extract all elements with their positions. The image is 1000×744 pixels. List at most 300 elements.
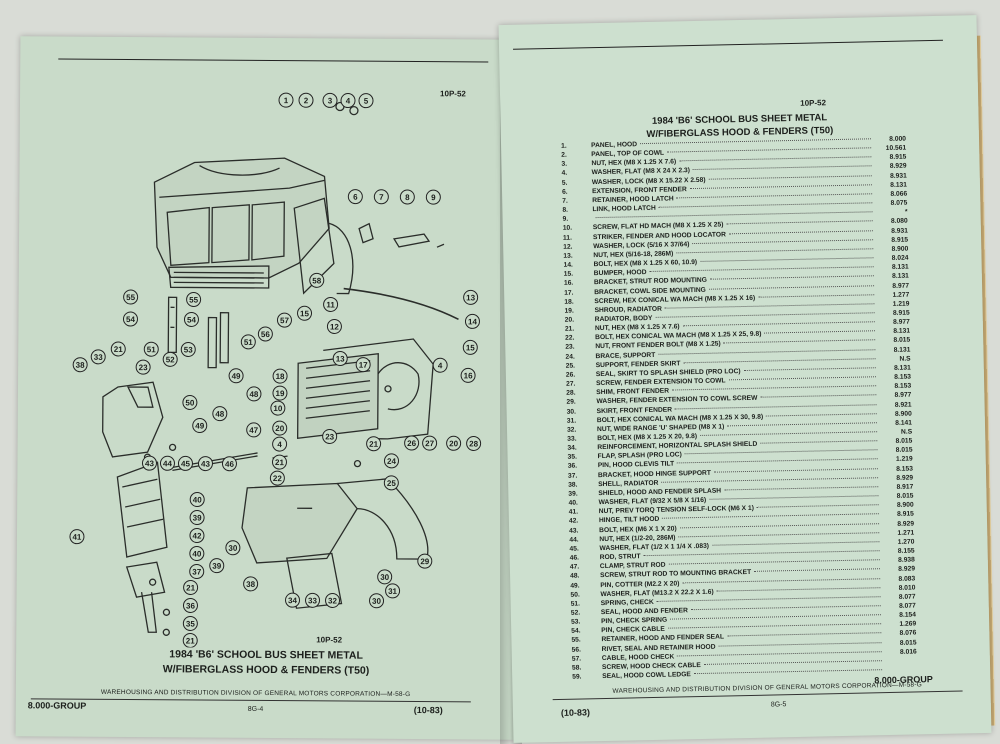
group-number: 8.900: [891, 245, 909, 253]
callout-33: [91, 350, 105, 364]
leader-dots: [760, 440, 877, 443]
part-number: 38.: [568, 481, 578, 489]
callout-30: [226, 541, 240, 555]
group-number: 10.561: [885, 144, 907, 153]
svg-text:20: 20: [449, 439, 459, 449]
part-number: 31.: [566, 417, 577, 425]
part-number: 21.: [564, 325, 575, 333]
callout-41: [70, 530, 84, 544]
part-description: SCREW, FENDER EXTENSION TO COWL: [595, 377, 726, 388]
leader-dots: [679, 157, 871, 162]
callout-3: [323, 93, 337, 107]
callout-38b: [244, 577, 258, 591]
part-description: NUT, PREV TORQ TENSION SELF-LOCK (M6 X 1): [598, 505, 754, 516]
part-description: REINFORCEMENT, HORIZONTAL SPLASH SHIELD: [597, 440, 758, 452]
part-description: SEAL, SKIRT TO SPLASH SHIELD (PRO LOC): [595, 367, 741, 379]
leader-dots: [672, 385, 876, 390]
left-page: [16, 36, 519, 739]
callout-13b: [333, 351, 347, 365]
group-number: 8.015: [899, 639, 917, 647]
callout-5: [359, 94, 373, 108]
part-description: BOLT, HEX CONICAL WA MACH (M8 X 1.25 X 30, 9.8): [596, 413, 764, 424]
group-number: 8.131: [893, 327, 911, 336]
callout-21b: [367, 437, 381, 451]
part-description: BOLT, HEX (M8 X 1.25 X 60, 10.9): [593, 259, 698, 269]
group-number: 8.931: [889, 172, 907, 180]
callout-18: [273, 369, 287, 383]
leader-dots: [714, 468, 878, 472]
group-number: 8.977: [893, 318, 910, 327]
part-number: 16.: [563, 279, 574, 288]
svg-text:9: 9: [431, 193, 436, 203]
callout-35: [183, 616, 197, 630]
group-number: 8.915: [897, 510, 914, 519]
part-description: WASHER, FLAT (1/2 X 1 1/4 X .083): [599, 542, 710, 552]
svg-text:29: 29: [420, 557, 430, 567]
leader-dots: [719, 642, 882, 646]
part-number: 45.: [569, 545, 579, 553]
group-number: 8.016: [899, 648, 917, 656]
part-number: 17.: [564, 289, 574, 297]
svg-text:21: 21: [369, 439, 379, 449]
svg-text:38: 38: [246, 579, 256, 589]
group-number: 8.900: [896, 501, 914, 510]
part-description: PANEL, TOP OF COWL: [591, 149, 665, 159]
part-description: PANEL, HOOD: [591, 141, 638, 150]
leader-dots: [727, 633, 881, 637]
svg-text:19: 19: [275, 389, 285, 399]
svg-text:4: 4: [437, 361, 443, 371]
group-number: 8.929: [889, 163, 907, 171]
leader-dots: [709, 495, 878, 500]
part-number: 51.: [570, 600, 581, 608]
callout-39: [190, 510, 204, 524]
part-number: 53.: [570, 618, 581, 626]
svg-text:32: 32: [328, 596, 337, 606]
leader-dots: [700, 257, 873, 262]
callout-28: [467, 436, 481, 450]
svg-text:28: 28: [469, 439, 479, 449]
part-number: 6.: [561, 188, 568, 196]
group-number: 8.077: [898, 593, 916, 601]
group-number: 1.219: [892, 300, 910, 308]
callout-17: [356, 358, 370, 372]
group-number: N.S: [900, 428, 913, 436]
svg-text:52: 52: [165, 355, 175, 365]
part-number: 39.: [568, 490, 578, 498]
part-number: 15.: [563, 270, 574, 278]
svg-text:2: 2: [303, 96, 309, 106]
svg-text:37: 37: [192, 567, 202, 577]
exploded-parts-diagram: [56, 87, 500, 650]
group-number: 8.015: [895, 446, 913, 455]
svg-text:15: 15: [465, 343, 475, 353]
leader-dots: [677, 459, 878, 464]
callout-33b: [305, 593, 319, 607]
part-description: SEAL, HOOD COWL LEDGE: [602, 671, 691, 681]
svg-text:30: 30: [228, 543, 238, 553]
leader-dots: [766, 413, 877, 416]
part-description: PIN, COTTER (M2.2 X 20): [600, 579, 680, 589]
callout-19: [273, 386, 287, 400]
part-description: SHROUD, RADIATOR: [594, 305, 662, 314]
revision-date: (10-83): [560, 707, 591, 718]
part-number: 23.: [565, 343, 575, 352]
callout-46: [222, 457, 236, 471]
group-number: 8.077: [898, 602, 916, 610]
part-number: 36.: [567, 463, 578, 471]
leader-dots: [694, 669, 882, 674]
part-number: 20.: [564, 316, 575, 324]
part-description: SCREW, STRUT ROD TO MOUNTING BRACKET: [600, 569, 752, 580]
svg-text:30: 30: [380, 572, 390, 582]
group-number: 1.271: [897, 529, 915, 537]
callout-27: [423, 436, 437, 450]
leader-dots: [710, 276, 874, 280]
leader-dots: [726, 221, 872, 225]
svg-text:40: 40: [192, 549, 202, 559]
footer-rule: [31, 698, 471, 702]
leader-dots: [760, 395, 876, 398]
part-number: 56.: [571, 646, 582, 654]
part-number: 47.: [569, 563, 580, 571]
part-description: SCREW, HEX CONICAL WA MACH (M8 X 1.25 X 16): [594, 294, 756, 305]
top-rule: [58, 59, 488, 63]
callout-47: [247, 423, 261, 437]
group-number: 8.938: [898, 556, 915, 565]
part-number: 22.: [565, 334, 575, 343]
caption-line-1: 1984 'B6' SCHOOL BUS SHEET METAL: [169, 648, 364, 662]
svg-text:54: 54: [125, 315, 135, 325]
svg-text:40: 40: [192, 495, 202, 505]
svg-text:12: 12: [329, 322, 339, 332]
part-number: 49.: [570, 582, 580, 590]
leader-dots: [709, 175, 872, 179]
callout-21c: [272, 455, 286, 469]
leader-dots: [744, 367, 876, 371]
svg-text:49: 49: [231, 371, 241, 381]
svg-text:54: 54: [186, 315, 196, 325]
part-number: 7.: [562, 197, 568, 205]
part-description: BRACE, SUPPORT: [595, 351, 656, 360]
svg-text:6: 6: [353, 192, 358, 202]
callout-29: [418, 554, 432, 568]
group-number: [885, 662, 917, 663]
callout-54b: [184, 312, 198, 326]
part-description: SCREW, FLAT HD MACH (M8 X 1.25 X 25): [592, 221, 724, 232]
part-description: BRACKET, HOOD HINGE SUPPORT: [597, 469, 711, 479]
group-number: 8.076: [899, 629, 917, 638]
svg-text:33: 33: [308, 596, 317, 606]
svg-text:42: 42: [192, 531, 202, 541]
callout-48: [247, 387, 261, 401]
folio: 8G-5: [770, 701, 787, 709]
callout-10: [271, 401, 285, 415]
callout-40: [190, 492, 204, 506]
leader-dots: [659, 202, 873, 207]
part-number: 33.: [567, 435, 577, 443]
svg-text:43: 43: [200, 459, 210, 469]
callout-49b: [193, 418, 207, 432]
callout-54: [123, 312, 137, 326]
leader-dots: [691, 605, 881, 610]
group-number: 8.915: [889, 153, 907, 162]
svg-text:21: 21: [185, 636, 195, 646]
title-line-2: W/FIBERGLASS HOOD & FENDERS (T50): [646, 125, 834, 141]
part-number: 9.: [562, 215, 569, 224]
part-description: SKIRT, FRONT FENDER: [596, 406, 673, 415]
callout-58: [310, 273, 324, 287]
leader-dots: [754, 569, 880, 573]
svg-text:13: 13: [335, 354, 345, 364]
callout-23: [136, 360, 150, 374]
svg-text:13: 13: [466, 293, 476, 303]
group-number: 8.977: [894, 391, 912, 400]
group-number: 8.131: [893, 364, 911, 372]
callout-22: [270, 471, 284, 485]
leader-dots: [676, 248, 873, 253]
leader-dots: [675, 404, 877, 409]
svg-text:24: 24: [387, 456, 396, 466]
part-number: 34.: [567, 444, 577, 452]
part-description: WASHER, FLAT (M13.2 X 22.2 X 1.6): [600, 588, 714, 598]
part-description: SUPPORT, FENDER SKIRT: [595, 360, 681, 369]
part-number: 12.: [563, 243, 573, 251]
part-description: ROD, STRUT: [599, 553, 641, 562]
part-number: 29.: [566, 398, 576, 407]
leader-dots: [729, 376, 876, 380]
callout-4: [341, 94, 355, 108]
part-number: 25.: [565, 362, 576, 370]
leader-dots: [690, 184, 872, 189]
part-number: 54.: [571, 627, 581, 635]
callout-51b: [241, 335, 255, 349]
group-number: N.S: [899, 355, 911, 363]
callout-8: [400, 190, 414, 204]
group-number: 1.270: [897, 538, 915, 546]
part-number: 26.: [565, 371, 576, 379]
callout-20: [273, 421, 287, 435]
group-number: 8.900: [894, 410, 912, 418]
svg-text:16: 16: [463, 371, 473, 381]
leader-dots: [640, 138, 871, 144]
group-number: 8.154: [899, 611, 917, 619]
part-number: 55.: [571, 636, 581, 645]
part-number: 18.: [564, 298, 574, 306]
svg-text:10: 10: [273, 404, 283, 414]
part-number: 19.: [564, 307, 574, 315]
footer-text: WAREHOUSING AND DISTRIBUTION DIVISION OF GENERAL MOTORS CORPORATION—M-58-G: [100, 688, 411, 699]
callout-15: [297, 306, 311, 320]
leader-dots: [678, 532, 879, 537]
part-number: 37.: [567, 472, 578, 480]
svg-text:55: 55: [126, 293, 136, 303]
svg-text:20: 20: [275, 424, 285, 434]
svg-text:21: 21: [186, 583, 196, 593]
group-number: 8.066: [890, 190, 908, 198]
svg-text:4: 4: [277, 440, 282, 450]
leader-dots: [729, 230, 873, 234]
part-description: RETAINER, HOOD AND FENDER SEAL: [601, 633, 725, 644]
group-number: 8.915: [892, 309, 910, 317]
callout-4b: [433, 358, 447, 372]
part-number: 28.: [566, 389, 576, 397]
part-description: SHELL, RADIATOR: [598, 479, 659, 488]
callout-42: [190, 528, 204, 542]
group-number: 8.015: [896, 492, 914, 500]
svg-text:21: 21: [113, 344, 123, 354]
callout-16: [461, 368, 475, 382]
leader-dots: [685, 450, 878, 455]
svg-text:27: 27: [425, 439, 435, 449]
diagram-caption: [76, 647, 456, 680]
part-number: 50.: [570, 591, 580, 599]
group-number: 8.921: [894, 401, 912, 409]
part-description: HINGE, TILT HOOD: [598, 516, 660, 525]
svg-text:11: 11: [326, 300, 335, 310]
part-number: 3.: [561, 160, 568, 169]
callout-15b: [463, 340, 477, 354]
svg-text:23: 23: [325, 432, 335, 442]
page-ref-bottom: 10P-52: [316, 635, 343, 645]
group-number: 8.131: [892, 272, 909, 281]
group-number: 8.015: [893, 336, 911, 345]
callout-30c: [369, 594, 383, 608]
svg-text:39: 39: [192, 513, 202, 523]
part-number: 30.: [566, 408, 577, 416]
svg-text:22: 22: [272, 474, 282, 484]
part-description: RADIATOR, BODY: [594, 314, 653, 324]
part-description: WASHER, LOCK (M8 X 15.22 X 2.58): [591, 176, 706, 186]
callout-39b: [210, 559, 224, 573]
group-number: [885, 672, 917, 673]
svg-text:14: 14: [467, 317, 477, 327]
part-description: WASHER, FENDER EXTENSION TO COWL SCREW: [596, 395, 758, 406]
leader-dots: [704, 660, 882, 665]
part-description: SCREW, HOOD CHECK CABLE: [601, 661, 701, 671]
part-description: WASHER, FLAT (9/32 X 5/8 X 1/16): [598, 496, 707, 507]
callout-48b: [213, 407, 227, 421]
part-description: EXTENSION, FRONT FENDER: [591, 185, 687, 195]
part-number: 10.: [562, 224, 573, 233]
group-number: 8.000: [889, 135, 907, 143]
part-description: PIN, CHECK CABLE: [601, 626, 665, 635]
part-description: FLAP, SPLASH (PRO LOC): [597, 451, 682, 461]
part-description: NUT, FRONT FENDER BOLT (M8 X 1.25): [595, 340, 721, 351]
callout-37: [190, 564, 204, 578]
group-number: 8.929: [896, 474, 914, 482]
leader-dots: [727, 422, 877, 426]
part-description: NUT, HEX (M8 X 1.25 X 7.6): [591, 158, 677, 168]
callout-6: [348, 190, 362, 204]
callout-43: [142, 456, 156, 470]
leader-dots: [682, 578, 880, 583]
svg-text:7: 7: [379, 192, 384, 202]
svg-text:41: 41: [72, 532, 82, 542]
callout-12: [327, 319, 341, 333]
svg-text:51: 51: [146, 345, 156, 355]
svg-text:48: 48: [249, 389, 259, 399]
svg-text:1: 1: [283, 96, 289, 106]
footer-text: WAREHOUSING AND DISTRIBUTION DIVISION OF GENERAL MOTORS CORPORATION—M-58-G: [612, 681, 923, 695]
part-number: 46.: [569, 554, 580, 562]
callout-4c: [273, 437, 287, 451]
part-number: 57.: [571, 655, 582, 663]
svg-text:56: 56: [260, 329, 270, 340]
right-page: [499, 15, 992, 743]
part-description: STRIKER, FENDER AND HOOD LOCATOR: [592, 230, 726, 241]
group-label: 8.000-GROUP: [27, 700, 87, 711]
callout-14: [465, 314, 479, 328]
callout-32: [325, 593, 339, 607]
part-number: 24.: [565, 353, 575, 361]
part-description: WASHER, LOCK (5/16 X 37/64): [593, 240, 690, 250]
callout-1: [279, 93, 293, 107]
group-number: 8.083: [898, 574, 916, 583]
part-number: 52.: [570, 609, 581, 617]
top-rule: [513, 40, 943, 50]
part-description: WASHER, FLAT (M8 X 24 X 2.3): [591, 167, 691, 177]
group-number: 8.153: [894, 373, 912, 381]
leader-dots: [668, 623, 881, 628]
group-number: 8.153: [894, 382, 912, 391]
folio: 8G-4: [247, 705, 264, 713]
part-description: BOLT, HEX (M6 X 1 X 20): [599, 525, 677, 534]
callout-36: [183, 598, 197, 612]
leader-dots: [677, 651, 882, 656]
part-description: NUT, HEX (5/16-18, 286M): [593, 250, 674, 260]
callout-57: [277, 313, 291, 327]
part-description: NUT, HEX (M8 X 1.25 X 7.6): [594, 323, 680, 333]
svg-text:43: 43: [144, 459, 154, 469]
leader-dots: [668, 559, 879, 564]
part-description: SPRING, CHECK: [600, 598, 654, 607]
svg-text:21: 21: [274, 458, 284, 468]
leader-dots: [700, 431, 877, 436]
part-description: SHIM, FRONT FENDER: [596, 387, 670, 397]
leader-dots: [693, 166, 872, 171]
part-description: BOLT, HEX CONICAL WA MACH (M8 X 1.25 X 25, 9.8): [595, 330, 762, 342]
callout-11: [324, 297, 338, 311]
callout-44: [160, 456, 174, 470]
group-number: 8.929: [897, 520, 915, 528]
leader-dots: [683, 321, 875, 326]
svg-text:31: 31: [388, 586, 398, 596]
page-ref-top: 10P-52: [800, 98, 827, 108]
callout-40b: [190, 546, 204, 560]
group-number: 8.131: [893, 346, 911, 354]
part-number: 8.: [562, 206, 569, 214]
svg-text:3: 3: [327, 96, 333, 106]
part-number: 59.: [572, 673, 582, 681]
part-number: 4.: [561, 170, 568, 178]
part-number: 1.: [561, 142, 567, 150]
part-number: 2.: [561, 151, 567, 159]
group-number: 8.131: [890, 181, 908, 189]
callout-55: [124, 290, 138, 304]
leader-dots: [692, 239, 873, 244]
leader-dots: [724, 486, 878, 490]
part-number: 14.: [563, 261, 573, 269]
part-description: BOLT, HEX (M8 X 1.25 X 20, 9.8): [597, 433, 698, 443]
part-number: 13.: [563, 252, 573, 260]
leader-dots: [655, 312, 874, 318]
svg-text:33: 33: [93, 352, 103, 362]
group-number: 8.075: [890, 199, 908, 208]
group-number: 8.015: [895, 437, 913, 446]
part-description: SEAL, HOOD AND FENDER: [600, 607, 688, 617]
callout-53: [181, 342, 195, 356]
